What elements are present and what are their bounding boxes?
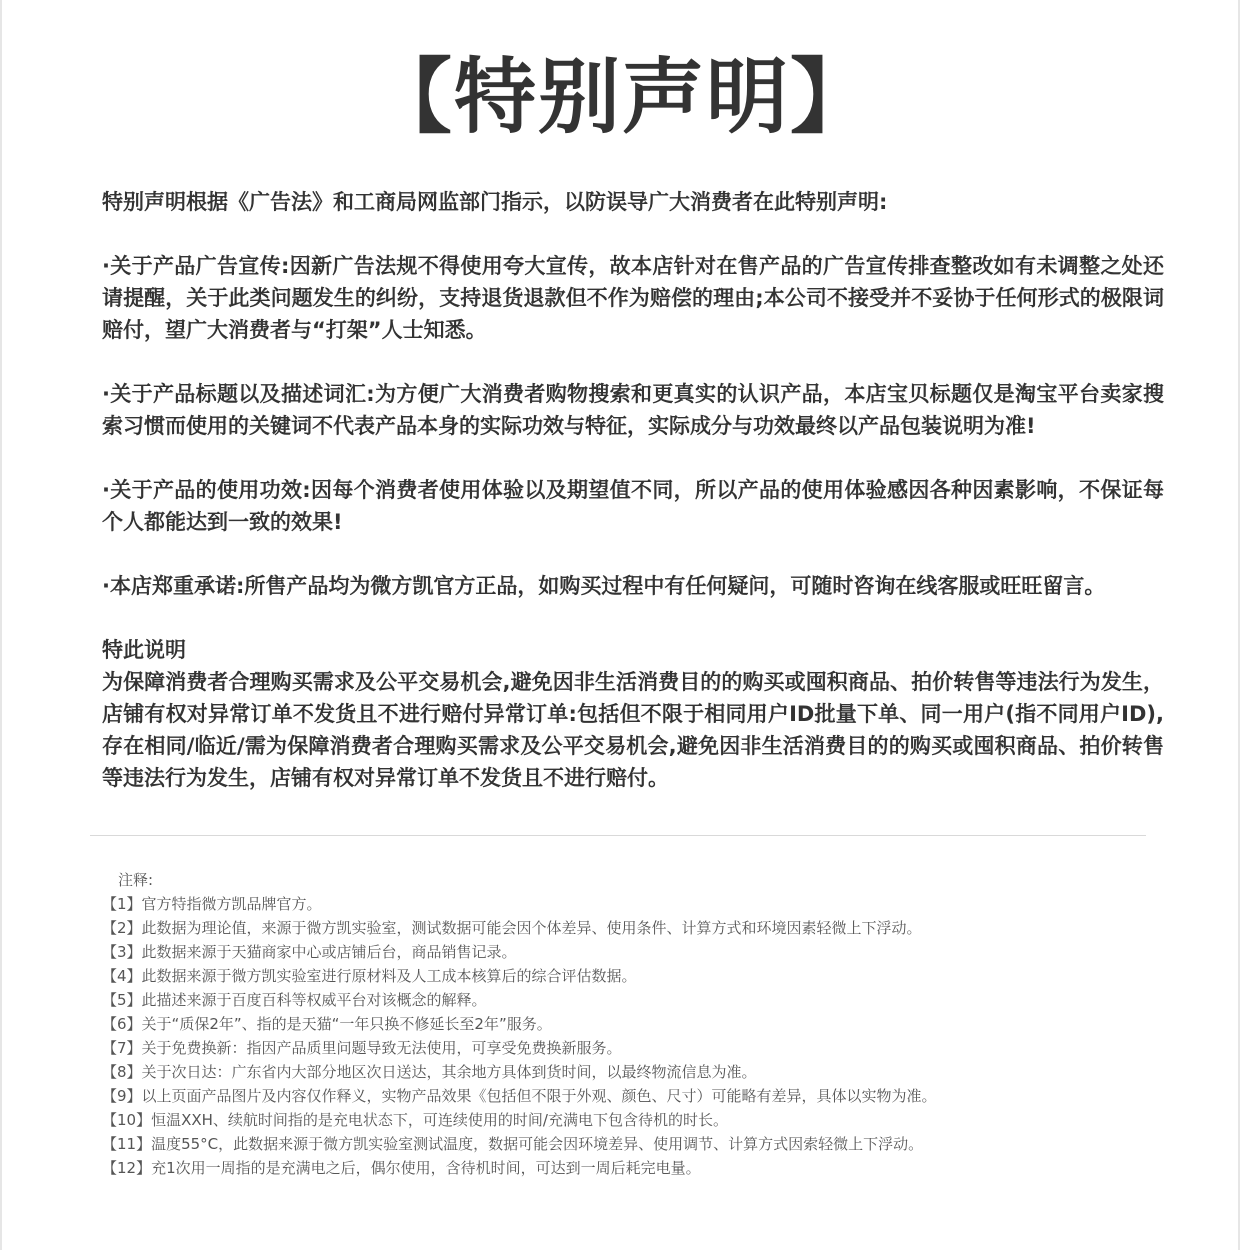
section-divider [90,835,1146,836]
note-item: 【8】关于次日达：广东省内大部分地区次日送达，其余地方具体到货时间，以最终物流信息为准。 [102,1063,757,1081]
page-title: 【特别声明】 [369,50,874,145]
note-item: 【3】此数据来源于天猫商家中心或店铺后台，商品销售记录。 [102,943,517,961]
paragraph-title-keywords: ·关于产品标题以及描述词汇:为方便广大消费者购物搜索和更真实的认识产品，本店宝贝标题仅是淘宝平台卖家搜索习惯而使用的关键词不代表产品本身的实际功效与特征，实际成分与功效最终以产品包装说明为准! [102,382,1164,438]
statement-content [102,186,1164,794]
notice-body: 为保障消费者合理购买需求及公平交易机会,避免因非生活消费目的的购买或囤积商品、拍价转售等违法行为发生，店铺有权对异常订单不发货且不进行赔付异常订单:包括但不限于相同用户ID批量下单、同一用户(指不同用户ID),存在相同/临近/需为保障消费者合理购买需求及公平交易机会,避免因非生活消费目的的购买或囤积商品、拍价转售等违法行为发生，店铺有权对异常订单不发货且不进行赔付。 [102,670,1164,790]
note-item: 【10】恒温XXH、续航时间指的是充电状态下，可连续使用的时间/充满电下包含待机的时长。 [102,1111,728,1129]
paragraph-product-effect: ·关于产品的使用功效:因每个消费者使用体验以及期望值不同，所以产品的使用体验感因各种因素影响，不保证每个人都能达到一致的效果! [102,478,1164,534]
note-item: 【9】以上页面产品图片及内容仅作释义，实物产品效果《包括但不限于外观、颜色、尺寸）可能略有差异，具体以实物为准。 [102,1087,937,1105]
note-item: 【5】此描述来源于百度百科等权威平台对该概念的解释。 [102,991,487,1009]
intro-text: 特别声明根据《广告法》和工商局网监部门指示，以防误导广大消费者在此特别声明: [102,190,888,214]
note-item: 【7】关于免费换新：指因产品质里问题导致无法使用，可享受免费换新服务。 [102,1039,622,1057]
note-item: 【2】此数据为理论值，来源于微方凯实验室，测试数据可能会因个体差异、使用条件、计算方式和环境因素轻微上下浮动。 [102,919,922,937]
paragraph-ad-promotion: ·关于产品广告宣传:因新广告法规不得使用夸大宣传，故本店针对在售产品的广告宣传排查整改如有未调整之处还请提醒，关于此类问题发生的纠纷，支持退货退款但不作为赔偿的理由;本公司不接受并不妥协于任何形式的极限词赔付，望广大消费者与“打架”人士知悉。 [102,254,1164,342]
note-item: 【1】官方特指微方凯品牌官方。 [102,895,322,913]
notice-title: 特此说明 [102,638,186,662]
notes-section [102,868,1162,1180]
note-item: 【11】温度55°C，此数据来源于微方凯实验室测试温度，数据可能会因环境差异、使用调节、计算方式因索轻微上下浮动。 [102,1135,924,1153]
note-item: 【4】此数据来源于微方凯实验室进行原材料及人工成本核算后的综合评估数据。 [102,967,637,985]
note-item: 【6】关于“质保2年”、指的是天猫“一年只换不修延长至2年”服务。 [102,1015,552,1033]
notes-label: 注释: [118,871,154,889]
paragraph-store-promise: ·本店郑重承诺:所售产品均为微方凯官方正品，如购买过程中有任何疑问，可随时咨询在线客服或旺旺留言。 [102,574,1106,598]
note-item: 【12】充1次用一周指的是充满电之后，偶尔使用，含待机时间，可达到一周后耗完电量。 [102,1159,701,1177]
